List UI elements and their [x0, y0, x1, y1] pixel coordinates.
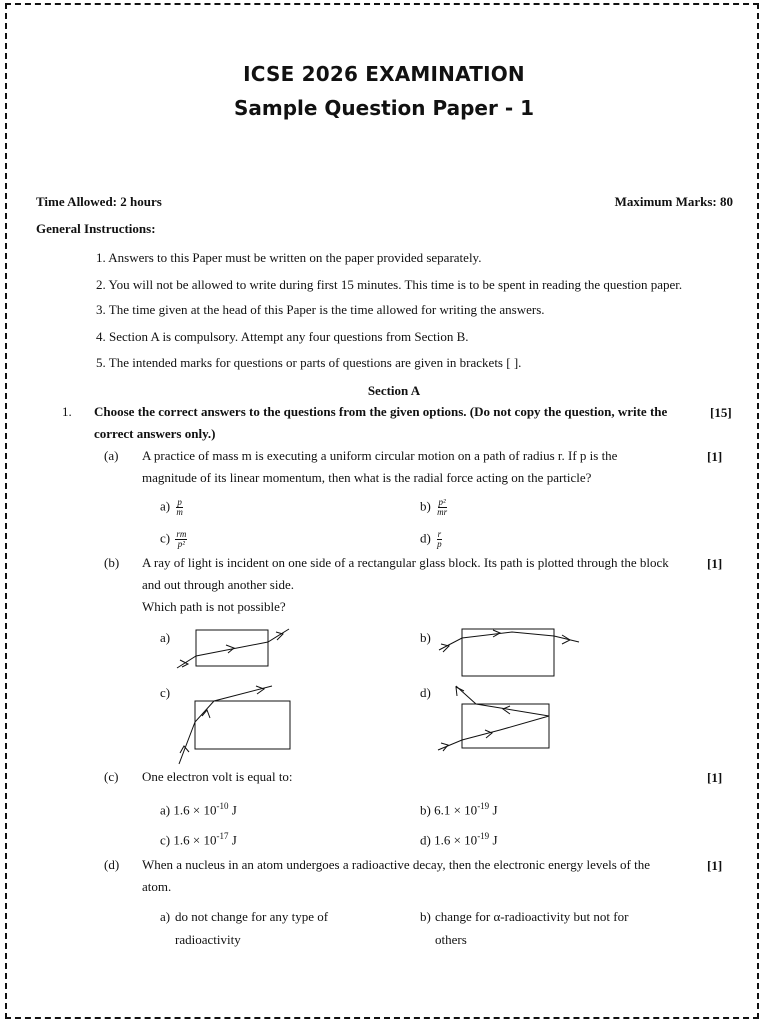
exponent: -17	[216, 831, 229, 841]
option-label: d)	[420, 685, 431, 700]
subquestion-marks: [1]	[707, 556, 723, 571]
option-label: d)	[420, 530, 431, 546]
option-text: radioactivity	[175, 932, 241, 947]
section-title: Section A	[367, 383, 421, 398]
option-label: a)	[160, 498, 171, 514]
subquestion-label: (a)	[104, 448, 119, 463]
paper-subtitle: Sample Question Paper - 1	[233, 96, 534, 120]
subquestion-marks: [1]	[707, 858, 723, 873]
fraction-denominator: p²	[177, 539, 185, 549]
fraction-denominator: mr	[437, 507, 448, 517]
instruction-item: 1. Answers to this Paper must be written on the paper provided separately.	[96, 250, 482, 265]
option-text: change for α-radioactivity but not for	[435, 909, 629, 924]
option-b	[420, 801, 498, 818]
fraction-numerator: p	[177, 497, 182, 507]
fraction-numerator: rm	[176, 529, 187, 539]
unit: J	[489, 802, 498, 818]
option-text: do not change for any type of	[175, 909, 329, 924]
option-label: b)	[420, 498, 431, 514]
light-ray	[438, 686, 549, 750]
option-label: c)	[160, 685, 171, 700]
option-label: a)	[160, 909, 171, 924]
option-label: d)	[420, 832, 431, 848]
option-c	[160, 831, 237, 848]
fraction-numerator: p²	[438, 497, 446, 507]
subquestion-text: When a nucleus in an atom undergoes a radioactive decay, then the electronic energy levels of the	[142, 857, 650, 872]
subquestion-text: Which path is not possible?	[142, 599, 286, 614]
unit: J	[228, 832, 237, 848]
instruction-item: 4. Section A is compulsory. Attempt any four questions from Section B.	[96, 329, 469, 344]
subquestion-label: (d)	[104, 857, 120, 872]
instruction-item: 2. You will not be allowed to write during first 15 minutes. This time is to be spent in reading the question paper.	[96, 277, 683, 292]
subquestion-marks: [1]	[707, 449, 723, 464]
general-instructions-heading: General Instructions:	[36, 221, 156, 236]
question-text: Choose the correct answers to the questions from the given options. (Do not copy the question, write the	[94, 404, 668, 419]
unit: J	[489, 832, 498, 848]
option-value: 6.1 × 10	[434, 802, 478, 818]
option-value: 1.6 × 10	[173, 802, 217, 818]
instruction-item: 5. The intended marks for questions or parts of questions are given in brackets [ ].	[96, 355, 522, 370]
subquestion-text: A practice of mass m is executing a uniform circular motion on a path of radius r. If p is the	[142, 448, 618, 463]
question-text: correct answers only.)	[94, 426, 216, 441]
instruction-item: 3. The time given at the head of this Paper is the time allowed for writing the answers.	[96, 302, 545, 317]
arrow-head	[503, 706, 510, 714]
option-a	[160, 801, 237, 818]
maximum-marks: Maximum Marks: 80	[614, 194, 733, 209]
option-label: b)	[420, 630, 431, 645]
unit: J	[228, 802, 237, 818]
question-number: 1.	[62, 404, 72, 419]
option-value: 1.6 × 10	[434, 832, 478, 848]
exponent: -10	[216, 801, 229, 811]
option-label: c)	[160, 832, 171, 848]
fraction-denominator: p	[437, 539, 442, 549]
option-label: c)	[160, 530, 171, 546]
fraction-numerator: r	[437, 529, 442, 539]
option-label: a)	[160, 802, 171, 818]
subquestion-text: A ray of light is incident on one side of a rectangular glass block. Its path is plotted through the block	[142, 555, 669, 570]
option-label: a)	[160, 630, 171, 645]
subquestion-label: (c)	[104, 769, 119, 784]
option-label: b)	[420, 802, 431, 818]
question-marks: [15]	[710, 405, 732, 420]
subquestion-text: One electron volt is equal to:	[142, 769, 293, 784]
time-allowed: Time Allowed: 2 hours	[36, 194, 162, 209]
exponent: -19	[477, 801, 490, 811]
option-text: others	[435, 932, 467, 947]
subquestion-text: magnitude of its linear momentum, then what is the radial force acting on the particle?	[142, 470, 592, 485]
fraction-denominator: m	[176, 507, 183, 517]
exponent: -19	[477, 831, 490, 841]
subquestion-marks: [1]	[707, 770, 723, 785]
exam-title: ICSE 2026 EXAMINATION	[243, 62, 525, 86]
option-label: b)	[420, 909, 431, 924]
option-d	[420, 831, 498, 848]
subquestion-text: and out through another side.	[142, 577, 294, 592]
subquestion-label: (b)	[104, 555, 120, 570]
subquestion-text: atom.	[142, 879, 172, 894]
option-value: 1.6 × 10	[173, 832, 217, 848]
